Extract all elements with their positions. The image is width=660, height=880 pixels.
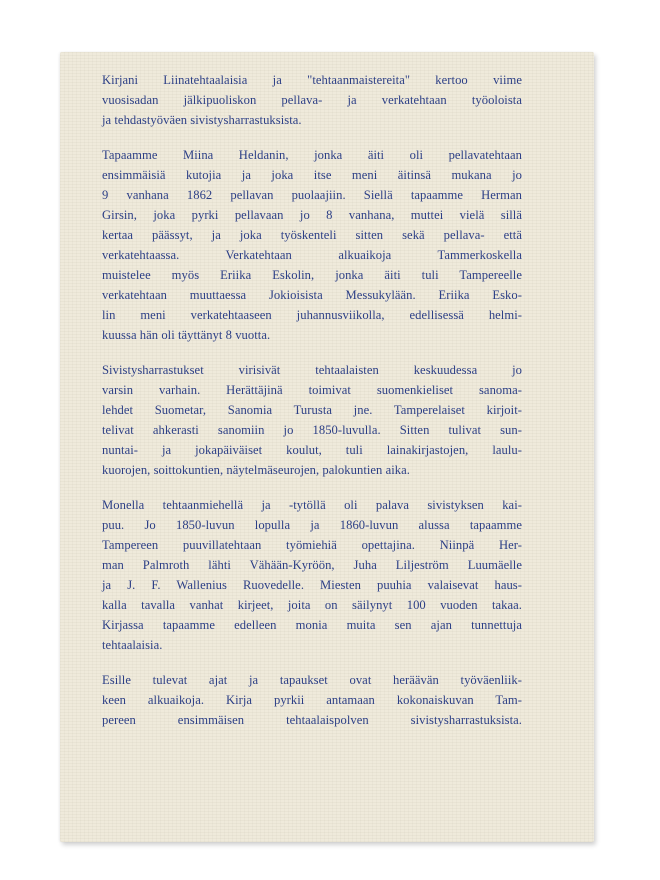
text-line: kuorojen, soittokuntien, näytelmäseurojen, palokuntien aika. <box>102 463 410 477</box>
text-line: kuussa hän oli täyttänyt 8 vuotta. <box>102 328 271 342</box>
text-line: Kirjassa tapaamme edelleen monia muita sen ajan tunnettuja <box>102 618 522 632</box>
text-line: ensimmäisiä kutojia ja joka itse meni äitinsä mukana jo <box>102 168 522 182</box>
text-line: vuosisadan jälkipuoliskon pellava- ja verkatehtaan työoloista <box>102 93 522 107</box>
paragraph-5 <box>102 670 522 730</box>
text-line: lehdet Suometar, Sanomia Turusta jne. Tamperelaiset kirjoit- <box>102 403 522 417</box>
text-line: ja tehdastyöväen sivistysharrastuksista. <box>102 113 302 127</box>
text-line: telivat ahkerasti sanomiin jo 1850-luvulla. Sitten tulivat sun- <box>102 423 522 437</box>
text-line: verkatehtaassa. Verkatehtaan alkuaikoja Tammerkoskella <box>102 248 522 262</box>
text-line: varsin varhain. Herättäjinä toimivat suomenkieliset sanoma- <box>102 383 522 397</box>
text-line: tehtaalaisia. <box>102 638 163 652</box>
paragraph-4 <box>102 495 522 655</box>
text-line: lin meni verkatehtaaseen juhannusviikolla, edellisessä helmi- <box>102 308 522 322</box>
text-line: Tampereen puuvillatehtaan työmiehiä opettajina. Niinpä Her- <box>102 538 522 552</box>
text-line: verkatehtaan muuttaessa Jokioisista Messukylään. Eriika Esko- <box>102 288 522 302</box>
text-line: Esille tulevat ajat ja tapaukset ovat heräävän työväenliik- <box>102 673 522 687</box>
paragraph-3 <box>102 360 522 480</box>
text-line: puu. Jo 1850-luvun lopulla ja 1860-luvun alussa tapaamme <box>102 518 522 532</box>
text-line: kalla tavalla vanhat kirjeet, joita on säilynyt 100 vuoden takaa. <box>102 598 522 612</box>
text-line: man Palmroth lähti Vähään-Kyröön, Juha Liljeström Luumäelle <box>102 558 522 572</box>
paragraph-1 <box>102 70 522 130</box>
text-line: Monella tehtaanmiehellä ja -tytöllä oli palava sivistyksen kai- <box>102 498 522 512</box>
text-line: nuntai- ja jokapäiväiset koulut, tuli lainakirjastojen, laulu- <box>102 443 522 457</box>
text-line: kertaa päässyt, ja joka työskenteli sitten sekä pellava- että <box>102 228 522 242</box>
text-line: Girsin, joka pyrki pellavaan jo 8 vanhana, muttei vielä sillä <box>102 208 522 222</box>
text-line: Sivistysharrastukset virisivät tehtaalaisten keskuudessa jo <box>102 363 522 377</box>
text-line: 9 vanhana 1862 pellavan puolaajiin. Siellä tapaamme Herman <box>102 188 522 202</box>
text-line: ja J. F. Wallenius Ruovedelle. Miesten puuhia valaisevat haus- <box>102 578 522 592</box>
text-line: keen alkuaikoja. Kirja pyrkii antamaan kokonaiskuvan Tam- <box>102 693 522 707</box>
paragraph-2 <box>102 145 522 345</box>
blurb-text <box>102 70 522 745</box>
text-line: muistelee myös Eriika Eskolin, jonka äiti tuli Tampereelle <box>102 268 522 282</box>
text-line: Tapaamme Miina Heldanin, jonka äiti oli pellavatehtaan <box>102 148 522 162</box>
text-line: Kirjani Liinatehtaalaisia ja "tehtaanmaistereita" kertoo viime <box>102 73 522 87</box>
text-line: pereen ensimmäisen tehtaalaispolven sivistysharrastuksista. <box>102 713 522 727</box>
